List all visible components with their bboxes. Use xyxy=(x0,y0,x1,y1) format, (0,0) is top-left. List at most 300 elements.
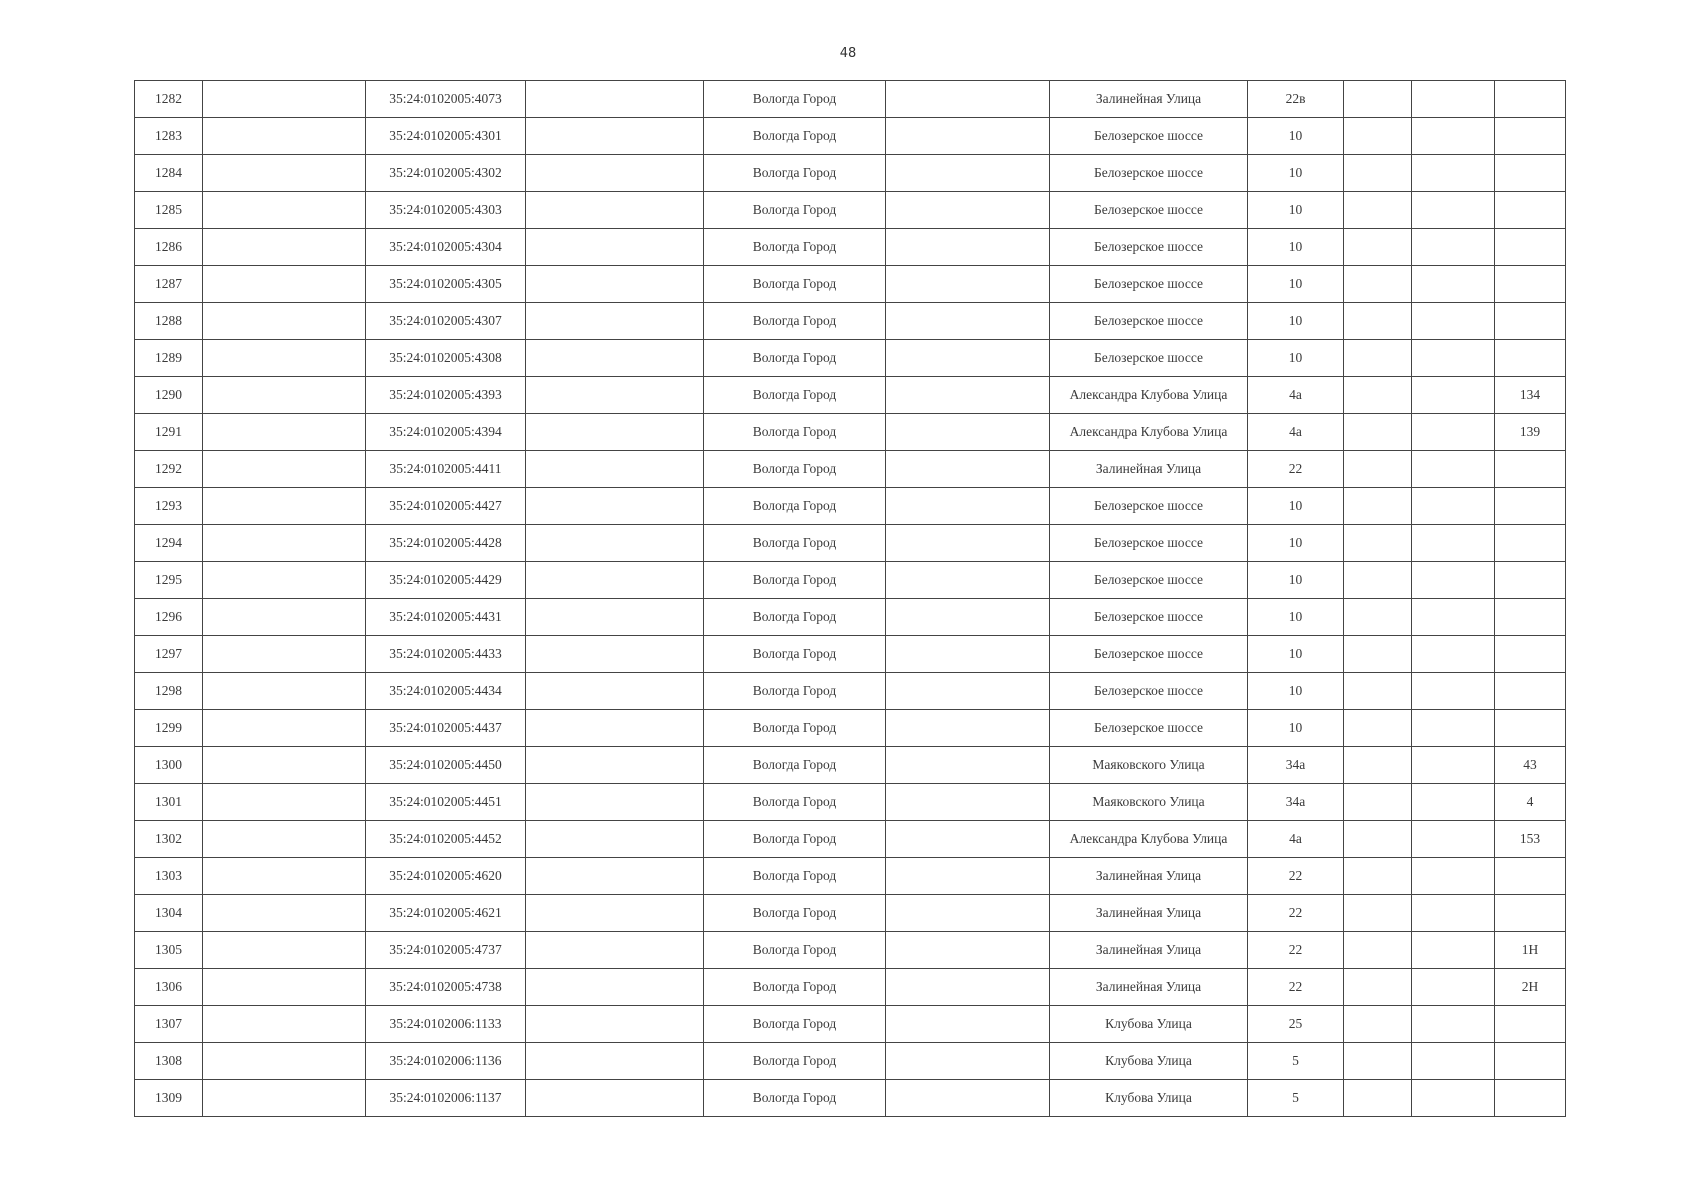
empty-cell xyxy=(1344,747,1412,784)
house-number-cell: 22 xyxy=(1248,969,1344,1006)
street-cell: Белозерское шоссе xyxy=(1050,229,1248,266)
premises-number-cell xyxy=(1495,118,1566,155)
premises-number-cell: 4 xyxy=(1495,784,1566,821)
cadastral-number-cell: 35:24:0102005:4303 xyxy=(366,192,526,229)
locality-cell: Вологда Город xyxy=(704,488,886,525)
table-row xyxy=(135,821,1566,858)
empty-cell xyxy=(1412,710,1495,747)
house-number-cell: 10 xyxy=(1248,710,1344,747)
row-number-cell: 1297 xyxy=(135,636,203,673)
empty-cell xyxy=(886,1006,1050,1043)
empty-cell xyxy=(1412,488,1495,525)
table-row xyxy=(135,266,1566,303)
empty-cell xyxy=(1412,414,1495,451)
street-cell: Белозерское шоссе xyxy=(1050,118,1248,155)
premises-number-cell xyxy=(1495,266,1566,303)
empty-cell xyxy=(203,488,366,525)
street-cell: Белозерское шоссе xyxy=(1050,525,1248,562)
empty-cell xyxy=(203,858,366,895)
empty-cell xyxy=(1344,266,1412,303)
street-cell: Александра Клубова Улица xyxy=(1050,377,1248,414)
house-number-cell: 10 xyxy=(1248,155,1344,192)
empty-cell xyxy=(526,821,704,858)
premises-number-cell xyxy=(1495,229,1566,266)
locality-cell: Вологда Город xyxy=(704,858,886,895)
empty-cell xyxy=(1412,1006,1495,1043)
premises-number-cell: 153 xyxy=(1495,821,1566,858)
empty-cell xyxy=(526,340,704,377)
empty-cell xyxy=(203,821,366,858)
row-number-cell: 1292 xyxy=(135,451,203,488)
cadastral-number-cell: 35:24:0102005:4307 xyxy=(366,303,526,340)
empty-cell xyxy=(886,488,1050,525)
cadastral-number-cell: 35:24:0102005:4452 xyxy=(366,821,526,858)
street-cell: Клубова Улица xyxy=(1050,1080,1248,1117)
table-row xyxy=(135,192,1566,229)
row-number-cell: 1300 xyxy=(135,747,203,784)
cadastral-number-cell: 35:24:0102005:4451 xyxy=(366,784,526,821)
table-row xyxy=(135,155,1566,192)
premises-number-cell: 1Н xyxy=(1495,932,1566,969)
empty-cell xyxy=(203,81,366,118)
table-row xyxy=(135,710,1566,747)
empty-cell xyxy=(886,525,1050,562)
row-number-cell: 1296 xyxy=(135,599,203,636)
empty-cell xyxy=(1344,562,1412,599)
locality-cell: Вологда Город xyxy=(704,525,886,562)
house-number-cell: 22 xyxy=(1248,858,1344,895)
empty-cell xyxy=(203,1006,366,1043)
cadastral-number-cell: 35:24:0102005:4427 xyxy=(366,488,526,525)
empty-cell xyxy=(203,340,366,377)
empty-cell xyxy=(1412,821,1495,858)
premises-number-cell xyxy=(1495,710,1566,747)
empty-cell xyxy=(1344,710,1412,747)
empty-cell xyxy=(1344,969,1412,1006)
table-row xyxy=(135,562,1566,599)
street-cell: Белозерское шоссе xyxy=(1050,562,1248,599)
premises-number-cell xyxy=(1495,81,1566,118)
empty-cell xyxy=(886,118,1050,155)
table-row xyxy=(135,932,1566,969)
house-number-cell: 4а xyxy=(1248,377,1344,414)
empty-cell xyxy=(526,784,704,821)
premises-number-cell xyxy=(1495,562,1566,599)
empty-cell xyxy=(1344,895,1412,932)
empty-cell xyxy=(526,673,704,710)
empty-cell xyxy=(1412,525,1495,562)
empty-cell xyxy=(203,747,366,784)
empty-cell xyxy=(1344,192,1412,229)
empty-cell xyxy=(1344,784,1412,821)
empty-cell xyxy=(203,1080,366,1117)
row-number-cell: 1284 xyxy=(135,155,203,192)
empty-cell xyxy=(1344,488,1412,525)
street-cell: Белозерское шоссе xyxy=(1050,266,1248,303)
empty-cell xyxy=(1344,340,1412,377)
cadastral-number-cell: 35:24:0102005:4429 xyxy=(366,562,526,599)
empty-cell xyxy=(526,1006,704,1043)
empty-cell xyxy=(886,710,1050,747)
empty-cell xyxy=(203,118,366,155)
locality-cell: Вологда Город xyxy=(704,155,886,192)
row-number-cell: 1288 xyxy=(135,303,203,340)
empty-cell xyxy=(886,784,1050,821)
street-cell: Клубова Улица xyxy=(1050,1006,1248,1043)
empty-cell xyxy=(203,969,366,1006)
row-number-cell: 1302 xyxy=(135,821,203,858)
registry-table xyxy=(134,80,1566,1117)
empty-cell xyxy=(1412,118,1495,155)
empty-cell xyxy=(1344,599,1412,636)
row-number-cell: 1282 xyxy=(135,81,203,118)
empty-cell xyxy=(1344,1043,1412,1080)
empty-cell xyxy=(1344,303,1412,340)
street-cell: Маяковского Улица xyxy=(1050,784,1248,821)
locality-cell: Вологда Город xyxy=(704,969,886,1006)
locality-cell: Вологда Город xyxy=(704,636,886,673)
premises-number-cell xyxy=(1495,1006,1566,1043)
empty-cell xyxy=(886,821,1050,858)
row-number-cell: 1290 xyxy=(135,377,203,414)
empty-cell xyxy=(526,377,704,414)
empty-cell xyxy=(1344,414,1412,451)
cadastral-number-cell: 35:24:0102005:4393 xyxy=(366,377,526,414)
empty-cell xyxy=(203,932,366,969)
empty-cell xyxy=(1412,562,1495,599)
premises-number-cell xyxy=(1495,155,1566,192)
cadastral-number-cell: 35:24:0102005:4304 xyxy=(366,229,526,266)
row-number-cell: 1295 xyxy=(135,562,203,599)
empty-cell xyxy=(203,784,366,821)
street-cell: Белозерское шоссе xyxy=(1050,488,1248,525)
table-row xyxy=(135,636,1566,673)
empty-cell xyxy=(886,1080,1050,1117)
empty-cell xyxy=(1412,155,1495,192)
empty-cell xyxy=(886,155,1050,192)
table-row xyxy=(135,969,1566,1006)
house-number-cell: 22в xyxy=(1248,81,1344,118)
empty-cell xyxy=(1344,155,1412,192)
empty-cell xyxy=(1344,377,1412,414)
empty-cell xyxy=(1344,81,1412,118)
empty-cell xyxy=(886,895,1050,932)
empty-cell xyxy=(526,118,704,155)
empty-cell xyxy=(1412,784,1495,821)
table-row xyxy=(135,895,1566,932)
empty-cell xyxy=(203,192,366,229)
house-number-cell: 4а xyxy=(1248,414,1344,451)
street-cell: Белозерское шоссе xyxy=(1050,155,1248,192)
row-number-cell: 1293 xyxy=(135,488,203,525)
premises-number-cell xyxy=(1495,636,1566,673)
house-number-cell: 10 xyxy=(1248,636,1344,673)
house-number-cell: 10 xyxy=(1248,229,1344,266)
empty-cell xyxy=(886,747,1050,784)
empty-cell xyxy=(886,562,1050,599)
cadastral-number-cell: 35:24:0102005:4738 xyxy=(366,969,526,1006)
locality-cell: Вологда Город xyxy=(704,118,886,155)
locality-cell: Вологда Город xyxy=(704,192,886,229)
table-row xyxy=(135,488,1566,525)
locality-cell: Вологда Город xyxy=(704,599,886,636)
street-cell: Белозерское шоссе xyxy=(1050,599,1248,636)
row-number-cell: 1308 xyxy=(135,1043,203,1080)
empty-cell xyxy=(1344,118,1412,155)
empty-cell xyxy=(886,266,1050,303)
empty-cell xyxy=(203,155,366,192)
cadastral-number-cell: 35:24:0102005:4431 xyxy=(366,599,526,636)
locality-cell: Вологда Город xyxy=(704,784,886,821)
empty-cell xyxy=(1344,858,1412,895)
locality-cell: Вологда Город xyxy=(704,377,886,414)
cadastral-number-cell: 35:24:0102005:4737 xyxy=(366,932,526,969)
locality-cell: Вологда Город xyxy=(704,747,886,784)
empty-cell xyxy=(203,673,366,710)
cadastral-number-cell: 35:24:0102005:4428 xyxy=(366,525,526,562)
empty-cell xyxy=(1344,229,1412,266)
locality-cell: Вологда Город xyxy=(704,451,886,488)
empty-cell xyxy=(886,932,1050,969)
street-cell: Белозерское шоссе xyxy=(1050,192,1248,229)
house-number-cell: 34а xyxy=(1248,747,1344,784)
empty-cell xyxy=(1412,636,1495,673)
row-number-cell: 1298 xyxy=(135,673,203,710)
empty-cell xyxy=(203,414,366,451)
empty-cell xyxy=(203,229,366,266)
table-row xyxy=(135,81,1566,118)
empty-cell xyxy=(526,969,704,1006)
street-cell: Клубова Улица xyxy=(1050,1043,1248,1080)
empty-cell xyxy=(203,377,366,414)
empty-cell xyxy=(886,377,1050,414)
street-cell: Залинейная Улица xyxy=(1050,451,1248,488)
empty-cell xyxy=(886,673,1050,710)
empty-cell xyxy=(526,747,704,784)
row-number-cell: 1283 xyxy=(135,118,203,155)
empty-cell xyxy=(526,81,704,118)
empty-cell xyxy=(526,451,704,488)
house-number-cell: 5 xyxy=(1248,1080,1344,1117)
empty-cell xyxy=(886,414,1050,451)
empty-cell xyxy=(886,192,1050,229)
house-number-cell: 10 xyxy=(1248,192,1344,229)
street-cell: Маяковского Улица xyxy=(1050,747,1248,784)
empty-cell xyxy=(526,710,704,747)
table-row xyxy=(135,451,1566,488)
table-row xyxy=(135,747,1566,784)
street-cell: Залинейная Улица xyxy=(1050,969,1248,1006)
empty-cell xyxy=(886,303,1050,340)
empty-cell xyxy=(1344,1006,1412,1043)
empty-cell xyxy=(1412,895,1495,932)
table-row xyxy=(135,340,1566,377)
cadastral-number-cell: 35:24:0102005:4433 xyxy=(366,636,526,673)
table-row xyxy=(135,1080,1566,1117)
cadastral-number-cell: 35:24:0102005:4308 xyxy=(366,340,526,377)
empty-cell xyxy=(886,599,1050,636)
empty-cell xyxy=(1412,1080,1495,1117)
empty-cell xyxy=(203,710,366,747)
empty-cell xyxy=(203,266,366,303)
empty-cell xyxy=(886,229,1050,266)
table-row xyxy=(135,414,1566,451)
locality-cell: Вологда Город xyxy=(704,81,886,118)
premises-number-cell xyxy=(1495,1043,1566,1080)
street-cell: Белозерское шоссе xyxy=(1050,303,1248,340)
empty-cell xyxy=(203,599,366,636)
empty-cell xyxy=(1344,1080,1412,1117)
cadastral-number-cell: 35:24:0102005:4434 xyxy=(366,673,526,710)
table-row xyxy=(135,599,1566,636)
house-number-cell: 22 xyxy=(1248,451,1344,488)
house-number-cell: 10 xyxy=(1248,525,1344,562)
empty-cell xyxy=(526,599,704,636)
street-cell: Александра Клубова Улица xyxy=(1050,821,1248,858)
empty-cell xyxy=(526,562,704,599)
empty-cell xyxy=(1412,858,1495,895)
house-number-cell: 5 xyxy=(1248,1043,1344,1080)
house-number-cell: 10 xyxy=(1248,266,1344,303)
empty-cell xyxy=(203,562,366,599)
empty-cell xyxy=(1412,673,1495,710)
row-number-cell: 1307 xyxy=(135,1006,203,1043)
empty-cell xyxy=(1412,747,1495,784)
empty-cell xyxy=(1412,969,1495,1006)
row-number-cell: 1285 xyxy=(135,192,203,229)
empty-cell xyxy=(526,858,704,895)
row-number-cell: 1303 xyxy=(135,858,203,895)
empty-cell xyxy=(1412,229,1495,266)
locality-cell: Вологда Город xyxy=(704,229,886,266)
house-number-cell: 10 xyxy=(1248,673,1344,710)
locality-cell: Вологда Город xyxy=(704,673,886,710)
table-row xyxy=(135,1006,1566,1043)
row-number-cell: 1299 xyxy=(135,710,203,747)
house-number-cell: 10 xyxy=(1248,562,1344,599)
empty-cell xyxy=(1344,636,1412,673)
row-number-cell: 1309 xyxy=(135,1080,203,1117)
table-row xyxy=(135,858,1566,895)
empty-cell xyxy=(886,451,1050,488)
premises-number-cell: 2Н xyxy=(1495,969,1566,1006)
locality-cell: Вологда Город xyxy=(704,562,886,599)
empty-cell xyxy=(526,1043,704,1080)
empty-cell xyxy=(526,636,704,673)
street-cell: Белозерское шоссе xyxy=(1050,710,1248,747)
locality-cell: Вологда Город xyxy=(704,821,886,858)
empty-cell xyxy=(886,340,1050,377)
empty-cell xyxy=(203,525,366,562)
empty-cell xyxy=(526,303,704,340)
empty-cell xyxy=(203,451,366,488)
house-number-cell: 34а xyxy=(1248,784,1344,821)
cadastral-number-cell: 35:24:0102006:1137 xyxy=(366,1080,526,1117)
cadastral-number-cell: 35:24:0102005:4621 xyxy=(366,895,526,932)
premises-number-cell xyxy=(1495,599,1566,636)
table-row xyxy=(135,1043,1566,1080)
empty-cell xyxy=(1412,266,1495,303)
locality-cell: Вологда Город xyxy=(704,1080,886,1117)
locality-cell: Вологда Город xyxy=(704,1043,886,1080)
empty-cell xyxy=(1412,599,1495,636)
row-number-cell: 1286 xyxy=(135,229,203,266)
cadastral-number-cell: 35:24:0102005:4437 xyxy=(366,710,526,747)
locality-cell: Вологда Город xyxy=(704,1006,886,1043)
empty-cell xyxy=(526,229,704,266)
empty-cell xyxy=(526,414,704,451)
locality-cell: Вологда Город xyxy=(704,710,886,747)
premises-number-cell: 43 xyxy=(1495,747,1566,784)
empty-cell xyxy=(886,858,1050,895)
registry-table-body xyxy=(135,81,1566,1117)
empty-cell xyxy=(1412,451,1495,488)
table-row xyxy=(135,784,1566,821)
empty-cell xyxy=(1344,932,1412,969)
locality-cell: Вологда Город xyxy=(704,340,886,377)
row-number-cell: 1306 xyxy=(135,969,203,1006)
empty-cell xyxy=(526,266,704,303)
premises-number-cell xyxy=(1495,673,1566,710)
cadastral-number-cell: 35:24:0102005:4394 xyxy=(366,414,526,451)
empty-cell xyxy=(1412,303,1495,340)
row-number-cell: 1287 xyxy=(135,266,203,303)
house-number-cell: 10 xyxy=(1248,303,1344,340)
house-number-cell: 10 xyxy=(1248,118,1344,155)
empty-cell xyxy=(1412,81,1495,118)
house-number-cell: 10 xyxy=(1248,488,1344,525)
empty-cell xyxy=(886,1043,1050,1080)
table-row xyxy=(135,229,1566,266)
empty-cell xyxy=(1412,932,1495,969)
cadastral-number-cell: 35:24:0102005:4302 xyxy=(366,155,526,192)
empty-cell xyxy=(1412,377,1495,414)
empty-cell xyxy=(203,303,366,340)
cadastral-number-cell: 35:24:0102005:4620 xyxy=(366,858,526,895)
empty-cell xyxy=(526,895,704,932)
premises-number-cell xyxy=(1495,303,1566,340)
row-number-cell: 1291 xyxy=(135,414,203,451)
premises-number-cell xyxy=(1495,858,1566,895)
premises-number-cell xyxy=(1495,192,1566,229)
street-cell: Белозерское шоссе xyxy=(1050,673,1248,710)
empty-cell xyxy=(1344,821,1412,858)
empty-cell xyxy=(526,488,704,525)
cadastral-number-cell: 35:24:0102005:4073 xyxy=(366,81,526,118)
street-cell: Белозерское шоссе xyxy=(1050,340,1248,377)
row-number-cell: 1305 xyxy=(135,932,203,969)
table-row xyxy=(135,377,1566,414)
table-row xyxy=(135,118,1566,155)
page-number: 48 xyxy=(839,46,857,61)
locality-cell: Вологда Город xyxy=(704,266,886,303)
empty-cell xyxy=(1412,340,1495,377)
premises-number-cell xyxy=(1495,525,1566,562)
empty-cell xyxy=(886,969,1050,1006)
premises-number-cell xyxy=(1495,451,1566,488)
row-number-cell: 1304 xyxy=(135,895,203,932)
locality-cell: Вологда Город xyxy=(704,303,886,340)
cadastral-number-cell: 35:24:0102006:1136 xyxy=(366,1043,526,1080)
cadastral-number-cell: 35:24:0102005:4411 xyxy=(366,451,526,488)
row-number-cell: 1289 xyxy=(135,340,203,377)
empty-cell xyxy=(526,192,704,229)
locality-cell: Вологда Город xyxy=(704,932,886,969)
premises-number-cell: 134 xyxy=(1495,377,1566,414)
premises-number-cell xyxy=(1495,340,1566,377)
empty-cell xyxy=(1344,451,1412,488)
premises-number-cell: 139 xyxy=(1495,414,1566,451)
